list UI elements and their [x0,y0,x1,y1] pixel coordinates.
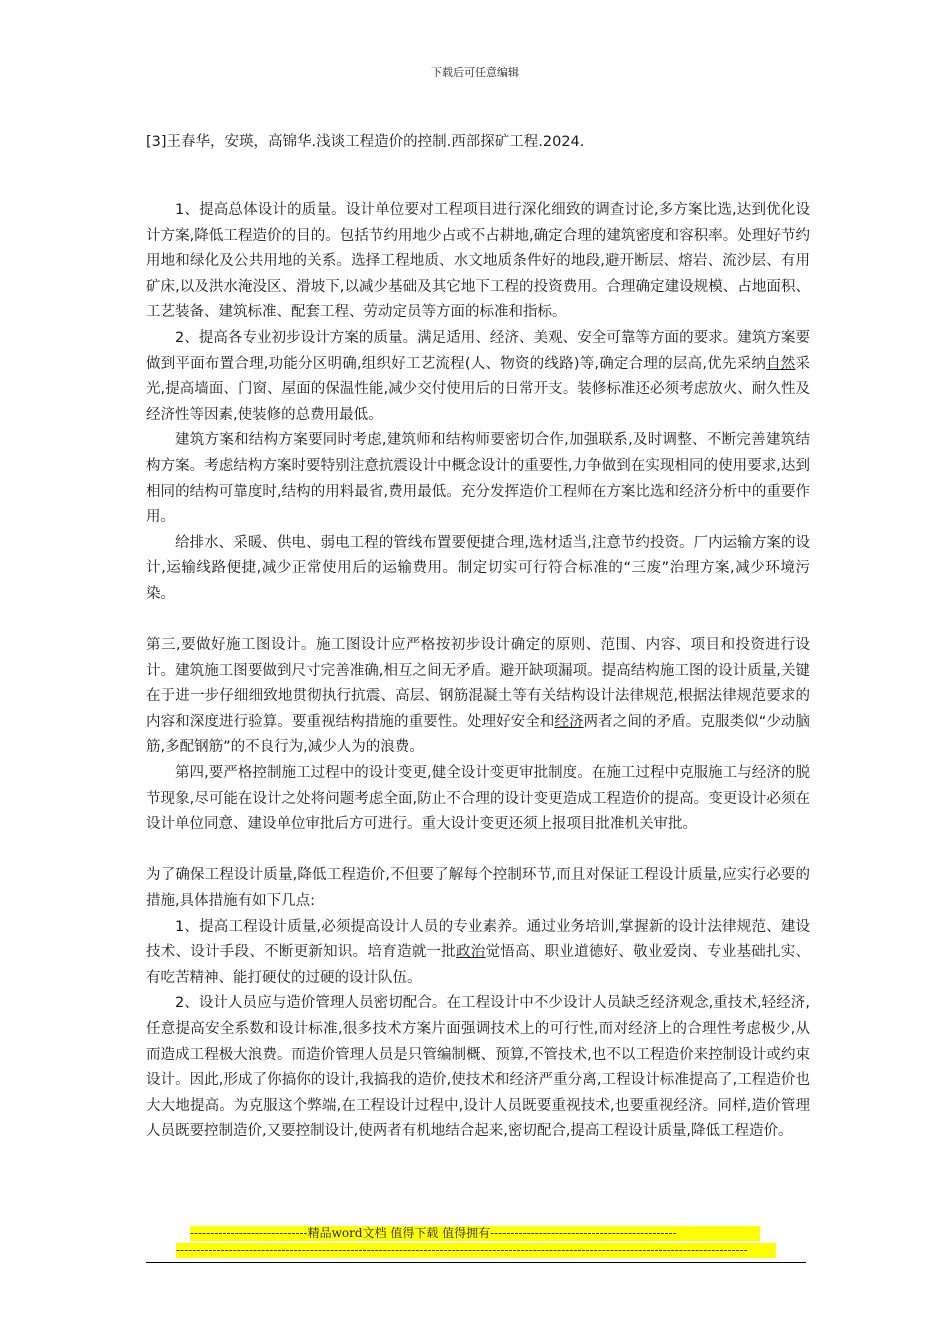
paragraph-5-text-a: 第三,要做好施工图设计。施工图设计应严格按初步设计确定的原则、范围、内容、项目和投资进行设计。建筑施工图要做到尺寸完善准确,相互之间无矛盾。避开缺项漏项。提高结构施工图的设计质量,关键在于进一步仔细细致地贯彻执行抗震、高层、钢筋混凝土等有关结构设计法律规范,根据法律规范要求的内容和深度进行验算。要重视结构措施的重要性。处理好安全和 [146,637,810,730]
paragraph-9: 2、设计人员应与造价管理人员密切配合。在工程设计中不少设计人员缺乏经济观念,重技术,轻经济,任意提高安全系数和设计标准,很多技术方案片面强调技术上的可行性,而对经济上的合理性考虑极少,从而造成工程极大浪费。而造价管理人员是只管编制概、预算,不管技术,也不以工程造价来控制设计或约束设计。因此,形成了你搞你的设计,我搞我的造价,使技术和经济严重分离,工程设计标准提高了,工程造价也大大地提高。为克服这个弊端,在工程设计过程中,设计人员既要重视技术,也要重视经济。同样,造价管理人员既要控制造价,又要控制设计,使两者有机地结合起来,密切配合,提高工程设计质量,降低工程造价。 [146,995,810,1140]
page-footer [146,1226,806,1263]
paragraph-8-text-b: 觉悟高、职业道德好、敬业爱岗、专业基础扎实、有吃苦精神、能打硬仗的过硬的设计队伍。 [146,944,811,986]
footer-banner-line-1: -----------------------------精品word文档 值得下载 值得拥有---------------------------------------------- [190,1226,760,1241]
paragraph-2-text-b: 采光,提高墙面、门窗、屋面的保温性能,减少交付使用后的日常开支。装修标准还必须考虑放火、耐久性及经济性等因素,使装修的总费用最低。 [146,355,811,423]
link-economy[interactable]: 经济 [554,713,584,730]
link-politics[interactable]: 政治 [456,944,486,961]
paragraph-8 [146,915,810,992]
paragraph-2 [146,326,810,428]
paragraph-8-text-a: 1、提高工程设计质量,必须提高设计人员的专业素养。通过业务培训,掌握新的设计法律规范、建设技术、设计手段、不断更新知识。培育造就一批 [146,918,810,961]
spacer [146,608,810,634]
link-natural[interactable]: 自然 [766,355,796,372]
paragraph-2-text-a: 2、提高各专业初步设计方案的质量。满足适用、经济、美观、安全可靠等方面的要求。建筑方案要做到平面布置合理,功能分区明确,组织好工艺流程(人、物资的线路)等,确定合理的层高,优先采纳 [146,329,810,372]
document-body [146,198,810,1145]
paragraph-7: 为了确保工程设计质量,降低工程造价,不但要了解每个控制环节,而且对保证工程设计质量,应实行必要的措施,具体措施有如下几点: [146,867,810,910]
paragraph-6: 第四,要严格控制施工过程中的设计变更,健全设计变更审批制度。在施工过程中克服施工与经济的脱节现象,尽可能在设计之处将问题考虑全面,防止不合理的设计变更造成工程造价的提高。变更设计必须在设计单位同意、建设单位审批后方可进行。重大设计变更还须上报项目批准机关审批。 [146,765,810,833]
paragraph-4: 给排水、采暖、供电、弱电工程的管线布置要便捷合理,选材适当,注意节约投资。厂内运输方案的设计,运输线路便捷,减少正常使用后的运输费用。制定切实可行符合标准的“三废”治理方案,减少环境污染。 [146,534,810,602]
paragraph-5-text-b: 两者之间的矛盾。克服类似“少动脑筋,多配钢筋”的不良行为,减少人为的浪费。 [146,713,811,756]
paragraph-1: 1、提高总体设计的质量。设计单位要对工程项目进行深化细致的调查讨论,多方案比选,达到优化设计方案,降低工程造价的目的。包括节约用地少占或不占耕地,确定合理的建筑密度和容积率。处理好节约用地和绿化及公共用地的关系。选择工程地质、水文地质条件好的地段,避开断层、熔岩、流沙层、有用矿床,以及洪水淹没区、滑坡下,以减少基础及其它地下工程的投资费用。合理确定建设规模、占地面积、工艺装备、建筑标准、配套工程、劳动定员等方面的标准和指标。 [146,202,810,321]
reference-line: [3]王春华，安瑛，高锦华.浅谈工程造价的控制.西部探矿工程.2024. [146,134,585,150]
paragraph-5 [146,633,810,761]
page-header: 下载后可任意编辑 [431,66,519,79]
footer-rule [146,1262,806,1263]
footer-banner-line-2: --------------------------------------------------------------------------------------------------------------------------------------------- [176,1243,776,1258]
spacer [146,838,810,864]
paragraph-3: 建筑方案和结构方案要同时考虑,建筑师和结构师要密切合作,加强联系,及时调整、不断完善建筑结构方案。考虑结构方案时要特别注意抗震设计中概念设计的重要性,力争做到在实现相同的使用要求,达到相同的结构可靠度时,结构的用料最省,费用最低。充分发挥造价工程师在方案比选和经济分析中的重要作用。 [146,432,810,526]
